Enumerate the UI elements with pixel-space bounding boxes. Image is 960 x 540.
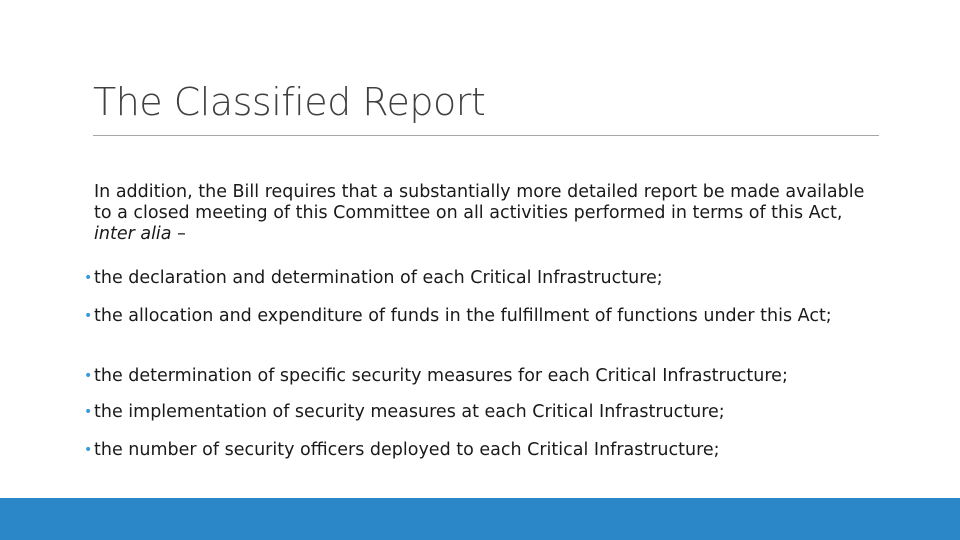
intro-tail: – bbox=[171, 224, 186, 244]
bullet-text: the declaration and determination of each Critical Infrastructure; bbox=[94, 268, 663, 288]
list-item bbox=[86, 306, 864, 327]
bullet-icon: • bbox=[84, 404, 93, 420]
bullet-icon: • bbox=[84, 368, 93, 384]
bullet-icon: • bbox=[84, 442, 93, 458]
intro-italic: inter alia bbox=[94, 224, 172, 244]
bullet-icon: • bbox=[84, 308, 93, 324]
bullet-text: the determination of specific security measures for each Critical Infrastructure; bbox=[94, 366, 788, 386]
list-item bbox=[86, 402, 894, 423]
bullet-icon: • bbox=[84, 270, 93, 286]
bullet-text: the allocation and expenditure of funds in the fulfillment of functions under this Act; bbox=[94, 306, 832, 326]
list-item bbox=[86, 268, 663, 289]
intro-paragraph bbox=[94, 182, 874, 245]
intro-text: In addition, the Bill requires that a substantially more detailed report be made available to a closed meeting of this Committee on all activities performed in terms of this Act, bbox=[94, 182, 865, 223]
bullet-text: the implementation of security measures at each Critical Infrastructure; bbox=[94, 402, 725, 422]
slide-title: The Classified Report bbox=[93, 80, 486, 124]
list-item bbox=[86, 440, 894, 461]
title-divider bbox=[93, 135, 879, 136]
bullet-text: the number of security officers deployed to each Critical Infrastructure; bbox=[94, 440, 720, 460]
footer-bar bbox=[0, 498, 960, 540]
list-item bbox=[86, 366, 894, 387]
